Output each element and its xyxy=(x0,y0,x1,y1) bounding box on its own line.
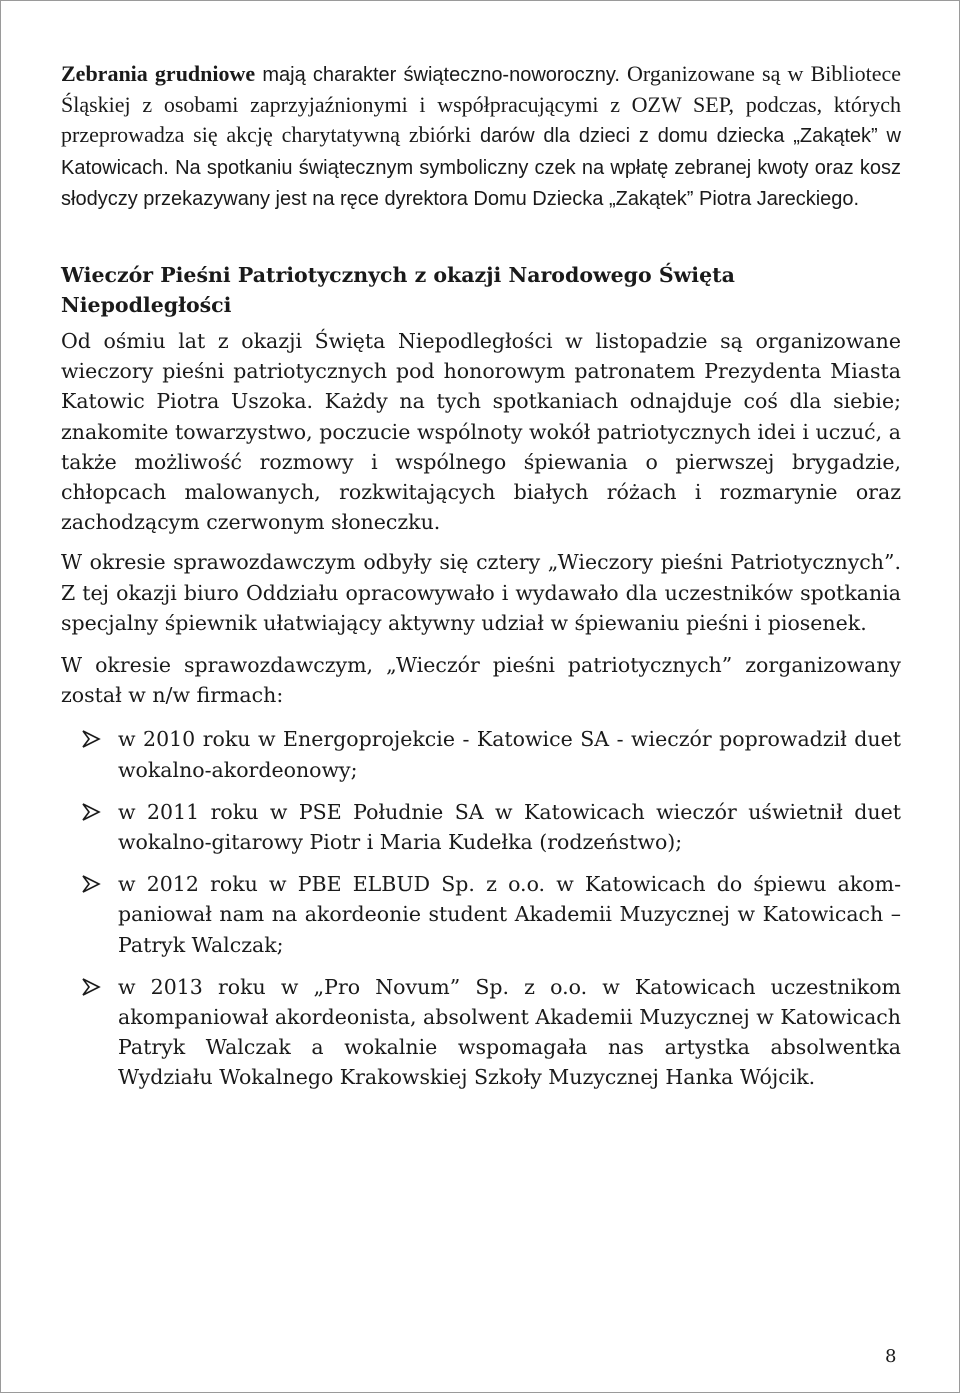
list-item-text: w 2010 roku w Energoprojekcie - Katowice SA - wieczór poprowadził duet wokalno-akordeonowy; xyxy=(118,727,901,782)
arrowhead-bullet-icon xyxy=(81,874,101,894)
intro-after-lead: mają charakter świąteczno-noworoczny. xyxy=(255,64,620,86)
intro-paragraph xyxy=(61,59,901,214)
page-content xyxy=(61,59,901,1105)
section-paragraph-3: W okresie sprawozdawczym, „Wieczór pieśni patriotycznych” zorganizowany został w n/w firmach: xyxy=(61,653,901,708)
intro-serif-text: Organizowane są w Bibliotece Śląskiej z osobami zaprzyjaźnionymi i współpracującymi z OZW SEP, podczas, których przeprowadza się akcję charytatywną zbiórki xyxy=(61,61,901,148)
list-item-text: w 2012 roku w PBE ELBUD Sp. z o.o. w Katowicach do śpiewu akompaniował nam na akordeonie student Akademii Muzycznej w Katowicach – Patryk Walczak; xyxy=(118,872,901,957)
arrowhead-bullet-icon xyxy=(81,729,101,749)
list-item xyxy=(61,972,901,1093)
list-item-text: w 2013 roku w „Pro Novum” Sp. z o.o. w Katowicach uczestnikom akompaniował akordeonista, absolwent Akademii Muzycznej w Katowicach Patryk Walczak a wokalnie wspomagała nas artystka absolwentka Wydziału Wokalnego Krakowskiej Szkoły Muzycznej Hanka Wójcik. xyxy=(118,974,901,1090)
intro-lead: Zebrania grudniowe xyxy=(61,61,256,86)
firm-list xyxy=(61,724,901,1092)
page-number: 8 xyxy=(885,1346,897,1367)
list-item xyxy=(61,724,901,784)
arrowhead-bullet-icon xyxy=(81,802,101,822)
section-paragraph-1: Od ośmiu lat z okazji Święta Niepodległości w listopadzie są organizowane wieczory pieśni patriotycznych pod honorowym patronatem Prezydenta Miasta Katowic Piotra Uszoka. Każdy na tych spotkaniach odnajduje coś dla siebie; znakomite towarzystwo, poczucie wspólnoty wokół patriotycznych idei i uczuć, a także możliwość rozmowy i wspólnego śpiewania o pierwszej brygadzie, chłopcach malowanych, rozkwitających białych różach i rozmarynie oraz zachodzącym czerwonym słoneczku. xyxy=(61,329,901,535)
arrowhead-bullet-icon xyxy=(81,977,101,997)
intro-sans-text: darów dla dzieci z domu dziecka „Zakątek” w Katowicach. Na spotkaniu świątecznym symboliczny czek na wpłatę zebranej kwoty oraz kosz słodyczy przekazywany jest na ręce dyrektora Domu Dziecka „Zakątek” Piotra Jareckiego. xyxy=(61,125,901,210)
section-heading: Wieczór Pieśni Patriotycznych z okazji Narodowego Święta Niepodległości xyxy=(61,263,735,318)
section-paragraph-2: W okresie sprawozdawczym odbyły się cztery „Wieczory pieśni Patriotycznych”. Z tej okazji biuro Oddziału opracowywało i wydawało dla uczestników spotkania specjalny śpiewnik ułatwiający aktywny udział w śpiewaniu pieśni i piosenek. xyxy=(61,550,901,635)
list-item xyxy=(61,869,901,960)
list-item-text: w 2011 roku w PSE Południe SA w Katowicach wieczór uświetnił duet wokalno-gitarowy Piotr i Maria Kudełka (rodzeństwo); xyxy=(118,799,901,855)
list-item xyxy=(61,797,901,857)
